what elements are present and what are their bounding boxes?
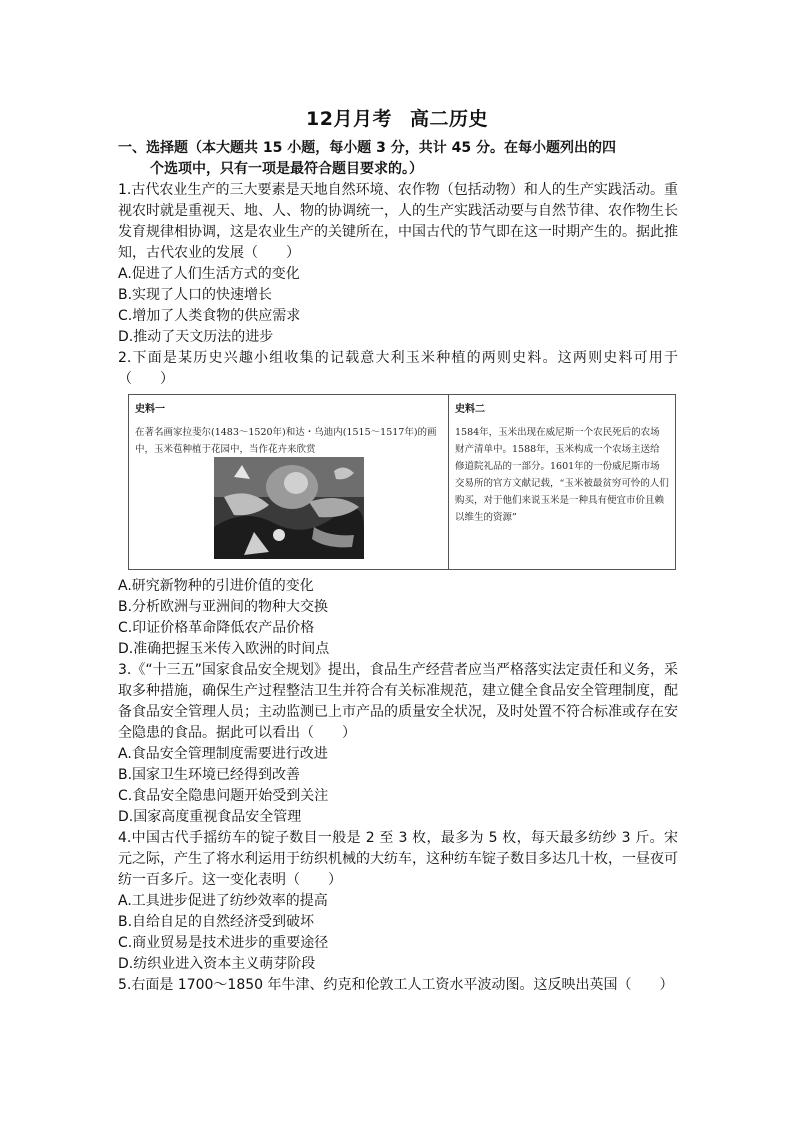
question-3-stem: 3.《“十三五”国家食品安全规划》提出，食品生产经营者应当严格落实法定责任和义务，采取多种措施，确保生产过程整洁卫生并符合有关标准规范，建立健全食品安全管理制度，配备食品安全管理人员；主动监测已上市产品的质量安全状况，及时处置不符合标准或存在安全隐患的食品。据此可以看出（ ） (118, 662, 678, 741)
title-month: 12月月考 (306, 108, 392, 130)
material-one-text: 在著名画家拉斐尔(1483～1520年)和达・乌迪内(1515～1517年)的画中，玉米苞种植于花园中，当作花卉来欣赏 (135, 427, 437, 455)
material-one-title: 史料一 (135, 404, 165, 415)
question-3-option-b: B.国家卫生环境已经得到改善 (118, 767, 301, 783)
question-4-option-b: B.自给自足的自然经济受到破坏 (118, 914, 315, 930)
question-3-option-a: A.食品安全管理制度需要进行改进 (118, 746, 328, 762)
section-heading: 一、选择题（本大题共 15 小题，每小题 3 分，共计 45 分。在每小题列出的四 个选项中，只有一项是最符合题目要求的。） (118, 140, 616, 177)
question-1-option-d: D.推动了天文历法的进步 (118, 329, 274, 345)
page-title (0, 104, 794, 131)
question-2-option-c: C.印证价格革命降低农产品价格 (118, 620, 315, 636)
question-2-stem: 2.下面是某历史兴趣小组收集的记载意大利玉米种植的两则史料。这两则史料可用于（ ） (118, 350, 678, 387)
material-two (449, 395, 675, 569)
title-subject: 高二历史 (409, 108, 488, 130)
material-two-text: 1584年，玉米出现在威尼斯一个农民死后的农场财产清单中。1588年，玉米构成一个农场主送给修道院礼品的一部分。1601年的一份威尼斯市场交易所的官方文献记载，“玉米被最贫穷可怜的人们购买，对于他们来说玉米是一种具有便宜市价且赖以维生的资源” (455, 427, 669, 523)
material-two-title: 史料二 (455, 404, 485, 415)
exam-content (118, 138, 678, 996)
question-1-option-c: C.增加了人类食物的供应需求 (118, 308, 301, 324)
question-1-stem: 1.古代农业生产的三大要素是天地自然环境、农作物（包括动物）和人的生产实践活动。重视农时就是重视天、地、人、物的协调统一，人的生产实践活动要与自然节律、农作物生长发育规律相协调，这是农业生产的关键所在，中国古代的节气即在这一时期产生的。据此推知，古代农业的发展（ ） (118, 182, 678, 261)
question-1-option-a: A.促进了人们生活方式的变化 (118, 266, 300, 282)
question-4-option-a: A.工具进步促进了纺纱效率的提高 (118, 893, 328, 909)
question-2-option-a: A.研究新物种的引进价值的变化 (118, 578, 314, 594)
question-4-option-d: D.纺织业进入资本主义萌芽阶段 (118, 956, 316, 972)
question-4-option-c: C.商业贸易是技术进步的重要途径 (118, 935, 329, 951)
question-3-option-d: D.国家高度重视食品安全管理 (118, 809, 302, 825)
question-1-option-b: B.实现了人口的快速增长 (118, 287, 273, 303)
question-2-materials (128, 394, 676, 570)
question-3-option-c: C.食品安全隐患问题开始受到关注 (118, 788, 329, 804)
question-2-option-b: B.分析欧洲与亚洲间的物种大交换 (118, 599, 329, 615)
question-2-option-d: D.准确把握玉米传入欧洲的时间点 (118, 641, 330, 657)
question-4-stem: 4.中国古代手摇纺车的锭子数目一般是 2 至 3 枚，最多为 5 枚，每天最多纺纱 3 斤。宋元之际，产生了将水利运用于纺织机械的大纺车，这种纺车锭子数目多达几十枚，一昼夜可纺一百多斤。这一变化表明（ ） (118, 830, 678, 888)
material-one (129, 395, 449, 569)
question-5-stem: 5.右面是 1700～1850 年牛津、约克和伦敦工人工资水平波动图。这反映出英国（ ） (118, 977, 674, 993)
painting-image (214, 457, 364, 559)
painting-illustration-icon (214, 457, 364, 559)
